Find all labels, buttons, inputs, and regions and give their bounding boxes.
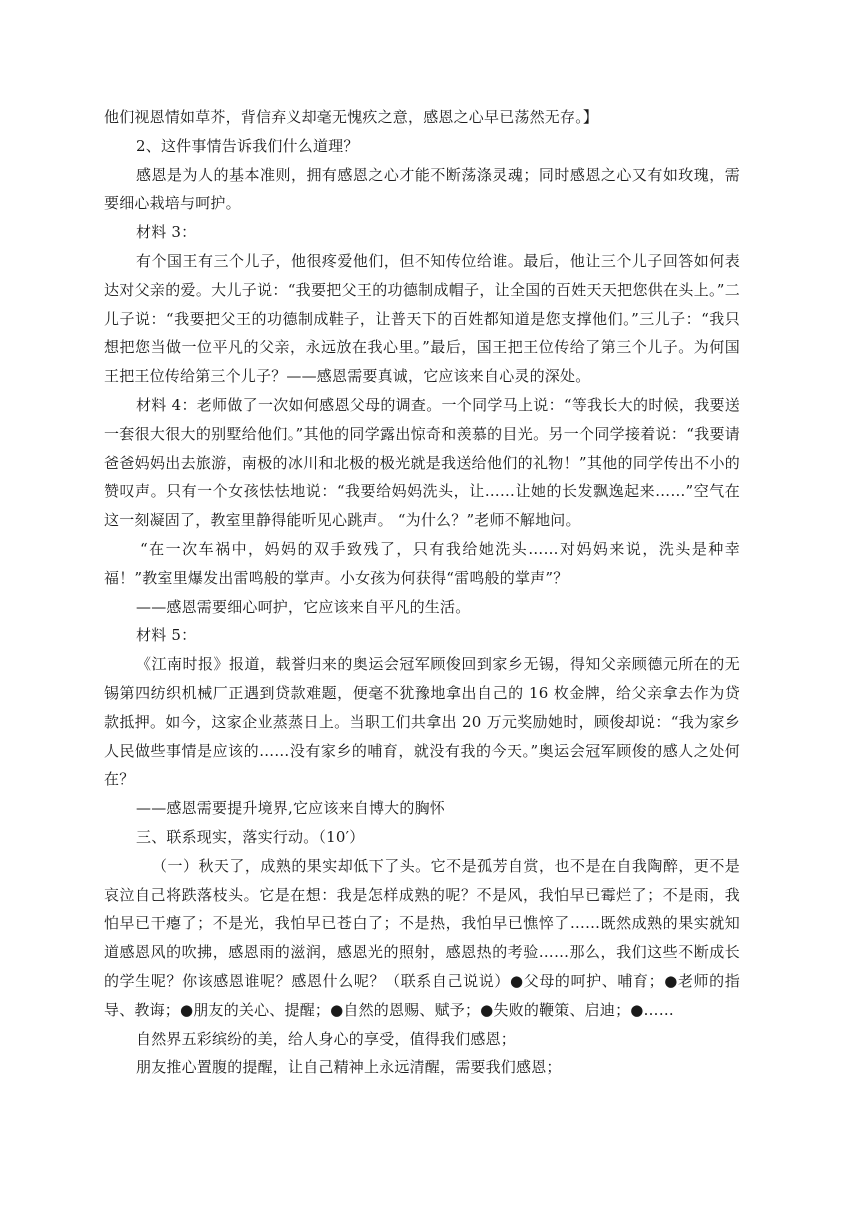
material-5-conclusion: ——感恩需要提升境界,它应该来自博大的胸怀 (136, 799, 445, 818)
material-5-story: 《江南时报》报道，载誉归来的奥运会冠军顾俊回到家乡无锡，得知父亲顾德元所在的无锡第四纺织机械厂正遇到贷款难题，便毫不犹豫地拿出自己的 16 枚金牌，给父亲拿去作为贷款抵押。如今，这家企业蒸蒸日上。当职工们共拿出 20 万元奖励她时，顾俊却说：“我为家乡人民做些事情是应该的……没有家乡的哺育，就没有我的今天。”奥运会冠军顾俊的感人之处何在？ (104, 655, 740, 789)
material-3-heading: 材料 3： (136, 223, 197, 242)
section-3-heading: 三、联系现实，落实行动。（10′） (136, 827, 365, 846)
answer-paragraph: 感恩是为人的基本准则，拥有感恩之心才能不断荡涤灵魂；同时感恩之心又有如玫瑰，需要细心栽培与呵护。 (104, 165, 740, 213)
gratitude-friends: 朋友推心置腹的提醒，让自己精神上永远清醒，需要我们感恩； (136, 1058, 562, 1077)
material-4-quote: “在一次车祸中，妈妈的双手致残了，只有我给她洗头……对妈妈来说，洗头是种幸福！”教室里爆发出雷鸣般的掌声。小女孩为何获得“雷鸣般的掌声”？ (104, 539, 740, 587)
material-4-story: 材料 4：老师做了一次如何感恩父母的调查。一个同学马上说：“等我长大的时候，我要送一套很大很大的别墅给他们。”其他的同学露出惊奇和羡慕的目光。另一个同学接着说：“我要请爸爸妈妈出去旅游，南极的冰川和北极的极光就是我送给他们的礼物！”其他的同学传出不小的赞叹声。只有一个女孩怯怯地说：“我要给妈妈洗头，让……让她的长发飘逸起来……”空气在这一刻凝固了，教室里静得能听见心跳声。 “为什么？”老师不解地问。 (104, 395, 740, 530)
paragraph-continuation: 他们视恩情如草芥，背信弃义却毫无愧疚之意，感恩之心早已荡然无存。】 (104, 108, 599, 126)
material-5-heading: 材料 5： (136, 626, 197, 645)
section-3-part-1: （一）秋天了，成熟的果实却低下了头。它不是孤芳自赏，也不是在自我陶醉，更不是哀泣自己将跌落枝头。它是在想：我是怎样成熟的呢？不是风，我怕早已霉烂了；不是雨，我怕早已干瘪了；不是光，我怕早已苍白了；不是热，我怕早已憔悴了……既然成熟的果实就知道感恩风的吹拂，感恩雨的滋润，感恩光的照射，感恩热的考验……那么，我们这些不断成长的学生呢？你该感恩谁呢？感恩什么呢？（联系自己说说）●父母的呵护、哺育；●老师的指导、教诲；●朋友的关心、提醒；●自然的恩赐、赋予；●失败的鞭策、启迪；●…… (104, 856, 740, 1019)
material-4-conclusion: ——感恩需要细心呵护，它应该来自平凡的生活。 (136, 597, 471, 616)
gratitude-nature: 自然界五彩缤纷的美，给人身心的享受，值得我们感恩； (136, 1029, 517, 1048)
material-3-story: 有个国王有三个儿子，他很疼爱他们，但不知传位给谁。最后，他让三个儿子回答如何表达对父亲的爱。大儿子说：“我要把父王的功德制成帽子，让全国的百姓天天把您供在头上。”二儿子说：“我要把父王的功德制成鞋子，让普天下的百姓都知道是您支撑他们。”三儿子：“我只想把您当做一位平凡的父亲，永远放在我心里。”最后，国王把王位传给了第三个儿子。为何国王把王位传给第三个儿子？——感恩需要真诚，它应该来自心灵的深处。 (104, 251, 740, 386)
document-body (104, 103, 740, 1082)
question-2: 2、这件事情告诉我们什么道理？ (136, 136, 359, 155)
